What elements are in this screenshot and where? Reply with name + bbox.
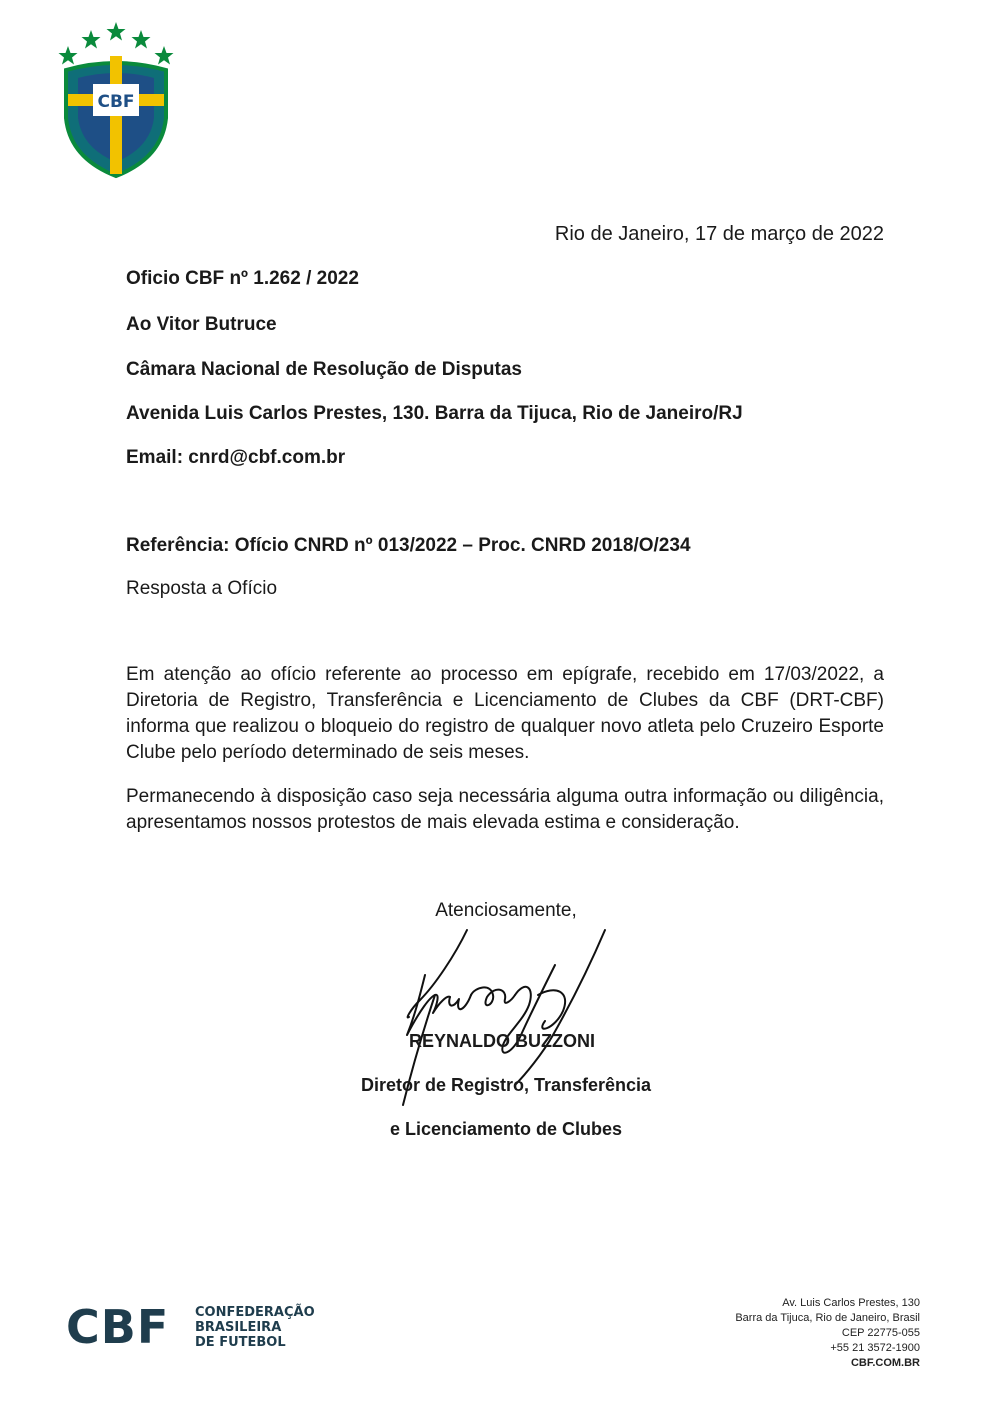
- footer-phone: +55 21 3572-1900: [830, 1342, 920, 1354]
- footer-org-line-3: DE FUTEBOL: [195, 1335, 286, 1350]
- footer-cbf-logo: CBF: [66, 1300, 170, 1354]
- signer-title-2: e Licenciamento de Clubes: [389, 1119, 623, 1139]
- star-icon: [107, 22, 126, 41]
- oficio-number: Oficio CBF nº 1.262 / 2022: [126, 268, 359, 289]
- footer-address-line-2: Barra da Tijuca, Rio de Janeiro, Brasil: [735, 1312, 920, 1324]
- recipient-organization: Câmara Nacional de Resolução de Disputas: [126, 359, 522, 380]
- body-paragraph-2: Permanecendo à disposição caso seja necessária alguma outra informação ou diligência, apresentamos nossos protestos de mais elevada estima e consideração.: [126, 786, 884, 833]
- footer-org-line-1: CONFEDERAÇÃO: [195, 1305, 315, 1320]
- footer-org-line-2: BRASILEIRA: [195, 1320, 282, 1335]
- signer-title-1: Diretor de Registro, Transferência: [360, 1075, 652, 1095]
- date-line: Rio de Janeiro, 17 de março de 2022: [554, 223, 884, 245]
- star-icon: [82, 30, 101, 49]
- cbf-crest-logo: [58, 20, 174, 180]
- crest-text: CBF: [97, 92, 135, 112]
- footer-organization: [195, 1305, 315, 1350]
- signer-name: REYNALDO BUZZONI: [409, 1031, 595, 1051]
- recipient-name: Ao Vitor Butruce: [126, 314, 277, 335]
- reference-line: Referência: Ofício CNRD nº 013/2022 – Proc. CNRD 2018/O/234: [126, 535, 691, 556]
- footer-address-line-1: Av. Luis Carlos Prestes, 130: [782, 1297, 920, 1309]
- footer-address-block: [735, 1296, 920, 1371]
- recipient-email: Email: cnrd@cbf.com.br: [126, 447, 346, 468]
- star-icon: [59, 46, 78, 65]
- star-icon: [132, 30, 151, 49]
- body-paragraph-1: Em atenção ao ofício referente ao processo em epígrafe, recebido em 17/03/2022, a Diretoria de Registro, Transferência e Licenciamento de Clubes da CBF (DRT-CBF) informa que realizou o bloqueio do registro de qualquer novo atleta pelo Cruzeiro Esporte Clube pelo período determinado de seis meses.: [126, 664, 884, 763]
- star-icon: [155, 46, 174, 65]
- recipient-address: Avenida Luis Carlos Prestes, 130. Barra da Tijuca, Rio de Janeiro/RJ: [126, 403, 743, 424]
- footer-website-link[interactable]: CBF.COM.BR: [850, 1357, 920, 1369]
- salutation: Atenciosamente,: [435, 900, 577, 921]
- footer-cep: CEP 22775-055: [841, 1327, 920, 1339]
- reference-subject: Resposta a Ofício: [126, 578, 278, 599]
